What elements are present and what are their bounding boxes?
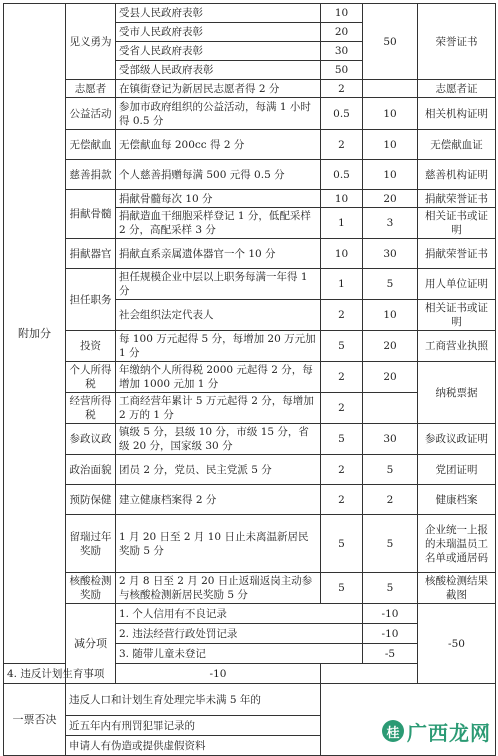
party-cap: 5	[363, 455, 418, 485]
heroic-score-ministry: 50	[321, 61, 363, 80]
party-desc: 团员 2 分，党员、民主党派 5 分	[116, 455, 321, 485]
deduct-desc-penalty: 2. 违法经营行政处罚记录	[116, 624, 363, 644]
income-tax-score: 2	[321, 362, 363, 393]
row-label-marrow: 捐献骨髓	[66, 190, 116, 239]
stay-cap: 5	[363, 515, 418, 573]
organ-cap: 30	[363, 239, 418, 269]
organ-score: 10	[321, 239, 363, 269]
post-cap-manager: 5	[363, 269, 418, 300]
row-label-post: 担任职务	[66, 269, 116, 331]
volunteer-desc: 在镇街登记为新居民志愿者得 2 分	[116, 80, 321, 98]
deduct-score-credit: -10	[363, 604, 418, 624]
blood-score: 2	[321, 130, 363, 160]
post-score-legal: 2	[321, 300, 363, 331]
tax-proof: 纳税票据	[418, 362, 496, 424]
watermark-icon: 桂	[382, 720, 404, 742]
marrow-score-donate: 10	[321, 190, 363, 208]
charity-desc: 个人慈善捐赠每满 500 元得 0.5 分	[116, 160, 321, 190]
post-proof-legal: 相关证书或证明	[418, 300, 496, 331]
marrow-proof-register: 相关证书或证明	[418, 208, 496, 239]
heroic-cap: 50	[363, 4, 418, 80]
row-label-organ: 捐献器官	[66, 239, 116, 269]
organ-proof: 捐献荣誉证书	[418, 239, 496, 269]
post-desc-legal: 社会组织法定代表人	[116, 300, 321, 331]
row-label-heroic: 见义勇为	[66, 4, 116, 80]
biz-tax-desc: 工商经营年累计 5 万元起得 2 分，每增加 2 万的 1 分	[116, 393, 321, 424]
stay-proof: 企业统一上报的未瑞温员工名单或通居码	[418, 515, 496, 573]
marrow-desc-donate: 捐献骨髓每次 10 分	[116, 190, 321, 208]
charity-cap: 10	[363, 160, 418, 190]
welfare-cap: 10	[363, 98, 418, 130]
watermark-logo	[382, 717, 492, 745]
invest-proof: 工商营业执照	[418, 331, 496, 362]
row-label-blood: 无偿献血	[66, 130, 116, 160]
row-label-party: 政治面貌	[66, 455, 116, 485]
row-label-stay: 留瑞过年奖励	[66, 515, 116, 573]
blood-cap: 10	[363, 130, 418, 160]
politics-cap: 30	[363, 424, 418, 455]
blood-desc: 无偿献血每 200cc 得 2 分	[116, 130, 321, 160]
deduct-score-family-planning: -10	[116, 664, 321, 684]
marrow-proof-donate: 捐献荣誉证书	[418, 190, 496, 208]
deduct-score-penalty: -10	[363, 624, 418, 644]
nucleic-proof: 核酸检测结果截图	[418, 573, 496, 604]
health-cap: 2	[363, 485, 418, 515]
deduct-desc-credit: 1. 个人信用有不良记录	[116, 604, 363, 624]
post-score-manager: 1	[321, 269, 363, 300]
blood-proof: 无偿献血证	[418, 130, 496, 160]
income-tax-cap: 20	[363, 362, 418, 393]
stay-score: 5	[321, 515, 363, 573]
row-label-charity: 慈善捐款	[66, 160, 116, 190]
nucleic-score: 5	[321, 573, 363, 604]
section-veto: 一票否决	[4, 684, 66, 756]
marrow-cap-register: 3	[363, 208, 418, 239]
welfare-score: 0.5	[321, 98, 363, 130]
heroic-proof: 荣誉证书	[418, 4, 496, 80]
invest-score: 5	[321, 331, 363, 362]
veto-desc-false-info: 申请人有伪造或提供虚假资料	[66, 736, 321, 756]
row-label-income-tax: 个人所得税	[66, 362, 116, 393]
biz-tax-cap	[363, 393, 418, 424]
marrow-score-register: 1	[321, 208, 363, 239]
charity-score: 0.5	[321, 160, 363, 190]
charity-proof: 慈善机构证明	[418, 160, 496, 190]
deduct-desc-family-planning: 4. 违反计划生育事项	[4, 664, 116, 684]
points-table	[3, 3, 496, 756]
post-cap-legal: 10	[363, 300, 418, 331]
row-label-welfare: 公益活动	[66, 98, 116, 130]
row-label-volunteer: 志愿者	[66, 80, 116, 98]
row-label-invest: 投资	[66, 331, 116, 362]
deduct-cap: -50	[418, 604, 496, 684]
biz-tax-score: 2	[321, 393, 363, 424]
row-label-politics: 参政议政	[66, 424, 116, 455]
row-label-biz-tax: 经营所得税	[66, 393, 116, 424]
marrow-desc-register: 捐献造血干细胞采样登记 1 分，低配采样 2 分，高配采样 3 分	[116, 208, 321, 239]
marrow-cap-donate: 20	[363, 190, 418, 208]
welfare-desc: 参加市政府组织的公益活动，每满 1 小时得 0.5 分	[116, 98, 321, 130]
heroic-desc-ministry: 受部级人民政府表彰	[116, 61, 321, 80]
politics-proof: 参政议政证明	[418, 424, 496, 455]
heroic-desc-city: 受市人民政府表彰	[116, 23, 321, 42]
section-bonus: 附加分	[4, 4, 66, 664]
nucleic-cap: 5	[363, 573, 418, 604]
post-desc-manager: 担任规模企业中层以上职务每满一年得 1 分	[116, 269, 321, 300]
veto-desc-family-planning: 违反人口和计划生育处理完毕未满 5 年的	[66, 684, 321, 716]
welfare-proof: 相关机构证明	[418, 98, 496, 130]
stay-desc: 1 月 20 日至 2 月 10 日止未离温新居民奖励 5 分	[116, 515, 321, 573]
heroic-desc-county: 受县人民政府表彰	[116, 4, 321, 23]
heroic-desc-province: 受省人民政府表彰	[116, 42, 321, 61]
party-proof: 党团证明	[418, 455, 496, 485]
health-proof: 健康档案	[418, 485, 496, 515]
deduct-desc-child: 3. 随带儿童未登记	[116, 644, 363, 664]
invest-cap: 20	[363, 331, 418, 362]
veto-desc-criminal: 近五年内有刑罚犯罪记录的	[66, 716, 321, 736]
nucleic-desc: 2 月 8 日至 2 月 20 日止返瑞返岗主动参与核酸检测新居民奖励 5 分	[116, 573, 321, 604]
watermark-text: 广西龙网	[407, 720, 491, 745]
deduct-score-child: -5	[363, 644, 418, 664]
politics-score: 5	[321, 424, 363, 455]
organ-desc: 捐献直系亲属遗体器官一个 10 分	[116, 239, 321, 269]
row-label-nucleic: 核酸检测奖励	[66, 573, 116, 604]
invest-desc: 每 100 万元起得 5 分，每增加 20 万元加 1 分	[116, 331, 321, 362]
volunteer-cap	[363, 80, 418, 98]
row-label-health: 预防保健	[66, 485, 116, 515]
volunteer-score: 2	[321, 80, 363, 98]
volunteer-proof: 志愿者证	[418, 80, 496, 98]
heroic-score-county: 10	[321, 4, 363, 23]
politics-desc: 镇级 5 分，县级 10 分，市级 15 分，省级 20 分，国家级 30 分	[116, 424, 321, 455]
party-score: 2	[321, 455, 363, 485]
section-deduct: 减分项	[66, 604, 116, 684]
health-score: 2	[321, 485, 363, 515]
heroic-score-city: 20	[321, 23, 363, 42]
heroic-score-province: 30	[321, 42, 363, 61]
health-desc: 建立健康档案得 2 分	[116, 485, 321, 515]
post-proof-manager: 用人单位证明	[418, 269, 496, 300]
income-tax-desc: 年缴纳个人所得税 2000 元起得 2 分，每增加 1000 元加 1 分	[116, 362, 321, 393]
